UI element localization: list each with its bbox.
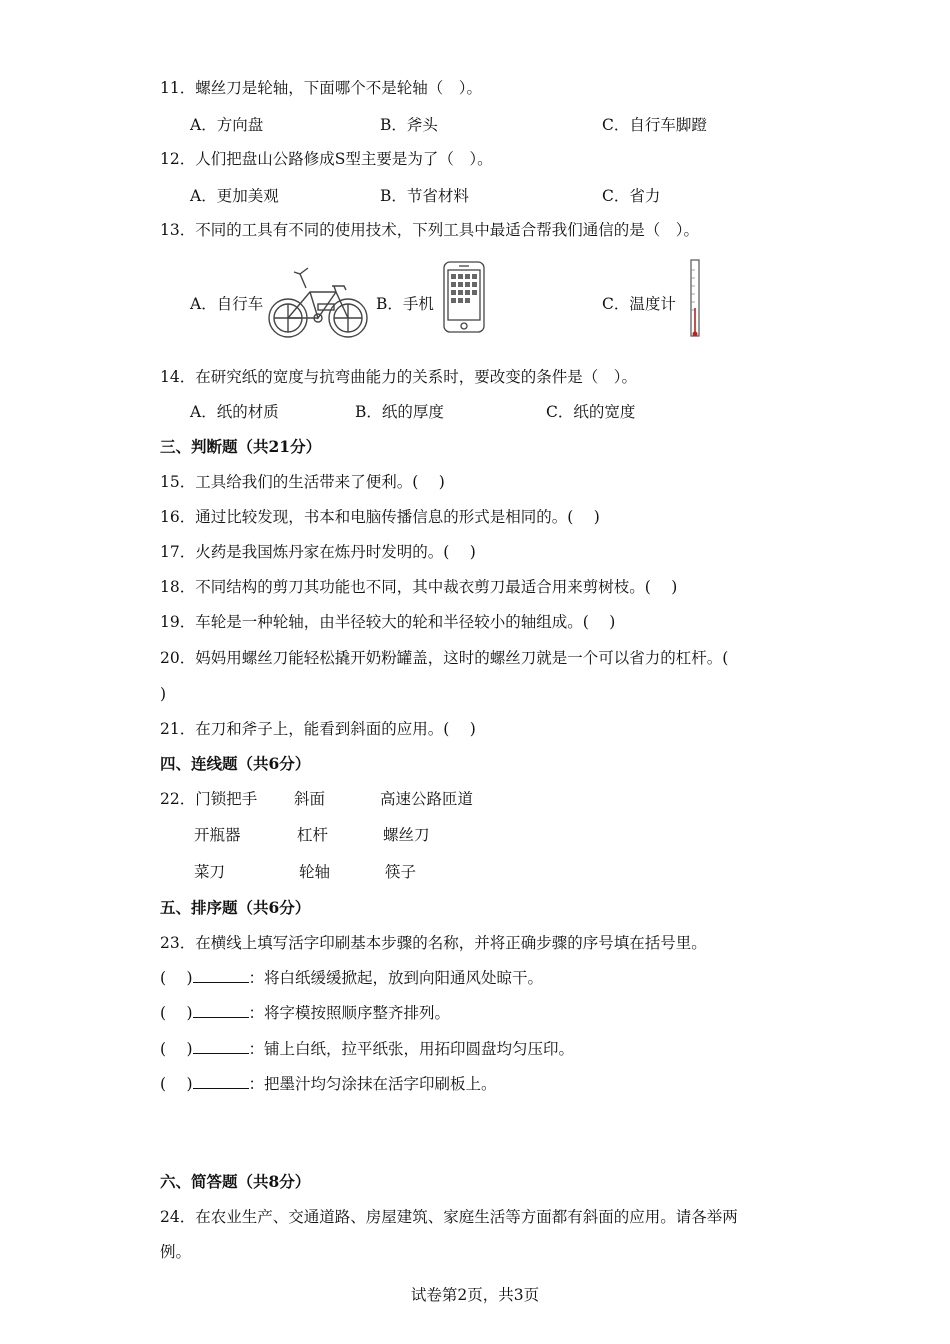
mobile-phone-icon [442, 260, 486, 334]
q13-option-a: A．自行车 [190, 295, 264, 313]
q23-step [160, 1003, 450, 1023]
q18: 18．不同结构的剪刀其功能也不同，其中裁衣剪刀最适合用来剪树枝。( ) [160, 578, 678, 596]
page-footer: 试卷第2页，共3页 [410, 1286, 540, 1304]
q24-line-2: 例。 [160, 1243, 192, 1261]
q11-option-c: C．自行车脚蹬 [602, 116, 707, 134]
q14-stem: 14．在研究纸的宽度与抗弯曲能力的关系时，要改变的条件是（ ）。 [160, 368, 637, 386]
q22-col3-item: 螺丝刀 [383, 826, 430, 844]
q12-option-a: A．更加美观 [190, 187, 279, 205]
step-text: ：铺上白纸，拉平纸张，用拓印圆盘均匀压印。 [248, 1040, 575, 1058]
section-4-heading: 四、连线题（共6分） [160, 754, 311, 773]
q23-step [160, 968, 543, 988]
bicycle-icon [266, 264, 372, 342]
q13-option-c: C．温度计 [602, 295, 676, 313]
q12-option-b: B．节省材料 [380, 187, 469, 205]
q20-line-2: ) [160, 685, 167, 703]
q12-stem: 12．人们把盘山公路修成S型主要是为了（ ）。 [160, 150, 493, 168]
q11-option-b: B．斧头 [380, 116, 438, 134]
section-5-heading: 五、排序题（共6分） [160, 898, 311, 917]
q14-option-b: B．纸的厚度 [355, 403, 444, 421]
q19: 19．车轮是一种轮轴，由半径较大的轮和半径较小的轴组成。( ) [160, 613, 616, 631]
step-text: ：将字模按照顺序整齐排列。 [248, 1004, 451, 1022]
q23-step [160, 1074, 497, 1094]
q22-col2-item: 轮轴 [299, 863, 331, 881]
q20-line-1: 20．妈妈用螺丝刀能轻松撬开奶粉罐盖，这时的螺丝刀就是一个可以省力的杠杆。( [160, 649, 729, 667]
answer-blank[interactable] [193, 1074, 249, 1089]
q17: 17．火药是我国炼丹家在炼丹时发明的。( ) [160, 543, 476, 561]
q15: 15．工具给我们的生活带来了便利。( ) [160, 473, 445, 491]
section-3-heading: 三、判断题（共21分） [160, 437, 322, 456]
q11-stem: 11．螺丝刀是轮轴，下面哪个不是轮轴（ ）。 [160, 79, 482, 97]
q22-col2-item: 杠杆 [297, 826, 329, 844]
answer-paren: ( ) [160, 969, 193, 987]
q22-col2-item: 斜面 [294, 790, 326, 808]
q12-option-c: C．省力 [602, 187, 661, 205]
answer-blank[interactable] [193, 968, 249, 983]
q16: 16．通过比较发现，书本和电脑传播信息的形式是相同的。( ) [160, 508, 600, 526]
answer-paren: ( ) [160, 1040, 193, 1058]
answer-paren: ( ) [160, 1075, 193, 1093]
q22-col1-item: 开瓶器 [194, 826, 241, 844]
answer-blank[interactable] [193, 1003, 249, 1018]
step-text: ：把墨汁均匀涂抹在活字印刷板上。 [248, 1075, 497, 1093]
q22-col3-item: 筷子 [385, 863, 417, 881]
q14-option-a: A．纸的材质 [190, 403, 279, 421]
q22-col1-item: 菜刀 [194, 863, 226, 881]
answer-blank[interactable] [193, 1039, 249, 1054]
answer-paren: ( ) [160, 1004, 193, 1022]
q11-option-a: A．方向盘 [190, 116, 264, 134]
q13-stem: 13．不同的工具有不同的使用技术，下列工具中最适合帮我们通信的是（ ）。 [160, 221, 699, 239]
q24-line-1: 24．在农业生产、交通道路、房屋建筑、家庭生活等方面都有斜面的应用。请各举两 [160, 1208, 738, 1226]
q22-col3-item: 高速公路匝道 [380, 790, 474, 808]
q23-stem: 23．在横线上填写活字印刷基本步骤的名称，并将正确步骤的序号填在括号里。 [160, 934, 707, 952]
q21: 21．在刀和斧子上，能看到斜面的应用。( ) [160, 720, 476, 738]
q14-option-c: C．纸的宽度 [546, 403, 636, 421]
thermometer-icon [688, 258, 702, 340]
section-6-heading: 六、简答题（共8分） [160, 1172, 311, 1191]
q23-step [160, 1039, 574, 1059]
step-text: ：将白纸缓缓掀起，放到向阳通风处晾干。 [248, 969, 544, 987]
q22-col1-item: 22．门锁把手 [160, 790, 258, 808]
q13-option-b: B．手机 [376, 295, 434, 313]
